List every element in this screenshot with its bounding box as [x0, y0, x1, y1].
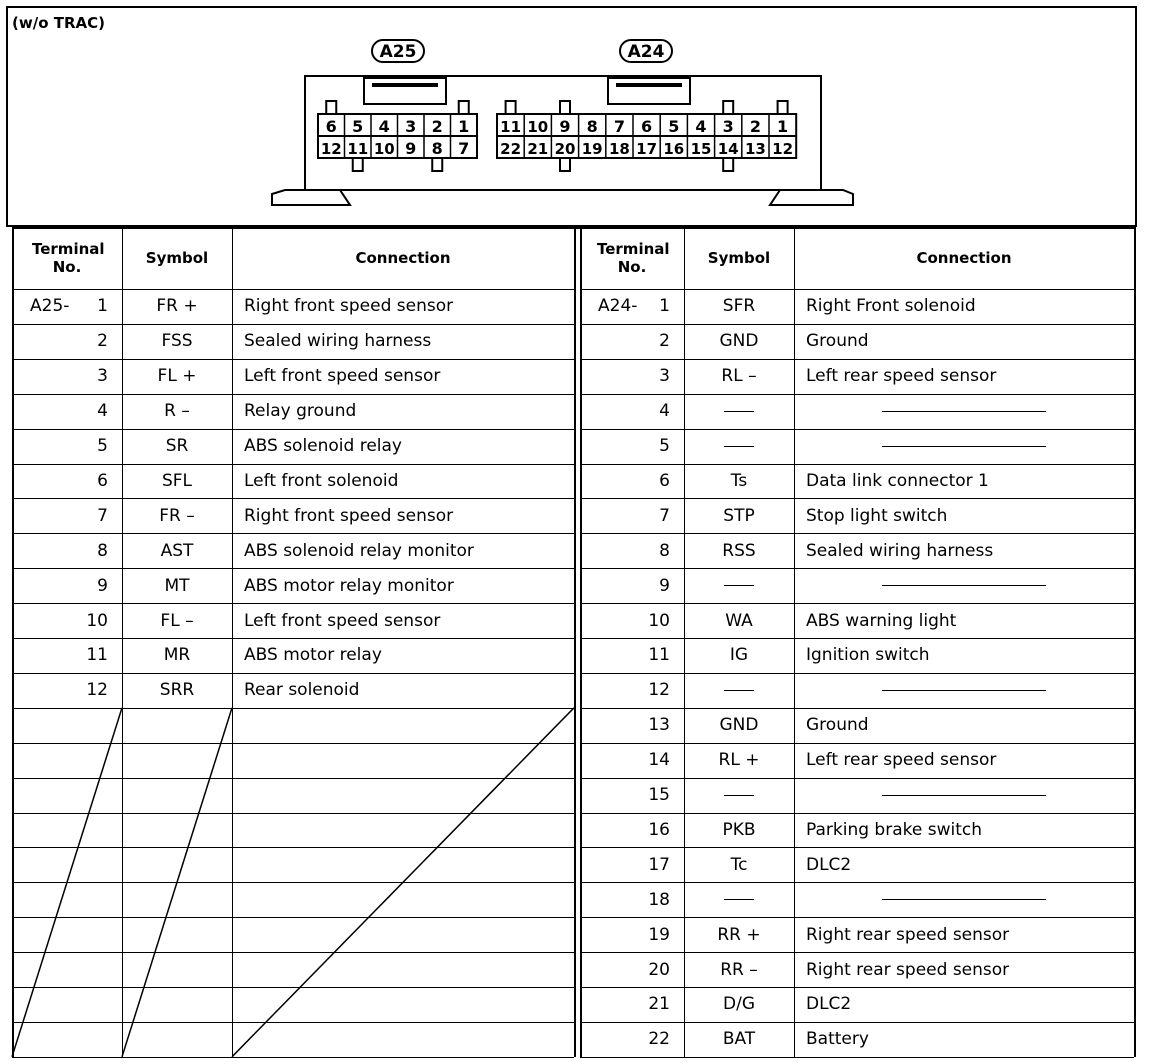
- connection-cell: Left rear speed sensor: [806, 366, 997, 387]
- terminal-number: 8: [659, 540, 670, 561]
- pin-number: 2: [431, 117, 443, 136]
- symbol-cell: WA: [725, 610, 753, 631]
- pin-number: 8: [431, 139, 443, 158]
- pin-number: 16: [663, 140, 685, 158]
- symbol-cell: IG: [729, 645, 749, 666]
- terminal-number: 13: [648, 715, 670, 736]
- strike-line: [12, 708, 122, 1057]
- connection-cell: Data link connector 1: [806, 470, 989, 491]
- symbol-cell: GND: [719, 331, 759, 352]
- pin-number: 17: [636, 140, 658, 158]
- connection-cell: Sealed wiring harness: [806, 540, 994, 561]
- pin-number: 10: [527, 118, 549, 136]
- pin-number: 4: [378, 117, 390, 136]
- terminal-number: 9: [97, 575, 108, 596]
- pin-number: 21: [527, 140, 549, 158]
- variant-label: (w/o TRAC): [12, 14, 105, 32]
- connection-cell: Right rear speed sensor: [806, 924, 1010, 945]
- header-symbol-label: Symbol: [707, 249, 771, 267]
- connector-prefix: A25-: [30, 296, 70, 317]
- symbol-cell: FL +: [157, 366, 197, 387]
- pin-number: 18: [608, 140, 630, 158]
- terminal-number: 6: [659, 470, 670, 491]
- terminal-number: 5: [659, 436, 670, 457]
- symbol-cell: R –: [164, 401, 190, 422]
- pin-number: 1: [777, 117, 789, 136]
- symbol-cell: FR –: [159, 505, 195, 526]
- connection-cell: ABS solenoid relay monitor: [244, 540, 474, 561]
- pin-number: 7: [458, 139, 470, 158]
- connector-prefix: A24-: [598, 296, 638, 317]
- connection-cell: Ignition switch: [806, 645, 930, 666]
- connection-cell: Ground: [806, 715, 869, 736]
- pin-number: 20: [554, 140, 576, 158]
- pin-number: 3: [405, 117, 417, 136]
- pin-number: 14: [717, 140, 739, 158]
- pin-number: 12: [772, 140, 794, 158]
- connection-cell: Right rear speed sensor: [806, 959, 1010, 980]
- symbol-cell: STP: [723, 505, 755, 526]
- symbol-cell: RL –: [721, 366, 757, 387]
- terminal-number: 6: [97, 470, 108, 491]
- pin-number: 15: [690, 140, 712, 158]
- terminal-number: 2: [97, 331, 108, 352]
- connection-cell: ABS motor relay: [244, 645, 382, 666]
- connection-cell: Relay ground: [244, 401, 357, 422]
- pin-number: 2: [749, 117, 761, 136]
- connection-cell: Parking brake switch: [806, 819, 983, 840]
- connection-cell: Left front speed sensor: [244, 366, 441, 387]
- terminal-number: 8: [97, 540, 108, 561]
- terminal-number: 11: [86, 645, 108, 666]
- symbol-cell: FR +: [156, 296, 198, 317]
- header-terminal-label: Terminal No.: [32, 240, 105, 276]
- pin-number: 11: [500, 118, 522, 136]
- terminal-number: 17: [648, 854, 670, 875]
- terminal-number: 11: [648, 645, 670, 666]
- symbol-cell: GND: [719, 715, 759, 736]
- pin-number: 5: [668, 117, 680, 136]
- symbol-cell: MR: [163, 645, 191, 666]
- terminal-number: 5: [97, 436, 108, 457]
- connection-cell: Left rear speed sensor: [806, 750, 997, 771]
- strike-line: [232, 708, 574, 1057]
- symbol-cell: BAT: [722, 1029, 756, 1050]
- connector-id: A24: [627, 42, 665, 62]
- symbol-cell: RR +: [717, 924, 761, 945]
- terminal-number: 4: [97, 401, 108, 422]
- header-terminal-label: Terminal No.: [597, 240, 670, 276]
- terminal-number: 3: [659, 366, 670, 387]
- connection-cell: Left front speed sensor: [244, 610, 441, 631]
- pin-number: 6: [641, 117, 653, 136]
- connection-cell: DLC2: [806, 854, 852, 875]
- pin-number: 10: [373, 140, 395, 158]
- terminal-number: 9: [659, 575, 670, 596]
- symbol-cell: D/G: [723, 994, 755, 1015]
- header-connection-label: Connection: [355, 249, 451, 267]
- terminal-number: 19: [648, 924, 670, 945]
- strike-line: [122, 708, 232, 1057]
- terminal-number: 22: [648, 1029, 670, 1050]
- terminal-number: 21: [648, 994, 670, 1015]
- symbol-cell: AST: [160, 540, 194, 561]
- symbol-cell: MT: [164, 575, 190, 596]
- symbol-cell: SFR: [722, 296, 756, 317]
- pin-number: 4: [695, 117, 707, 136]
- pin-number: 12: [320, 140, 342, 158]
- terminal-number: 1: [659, 296, 670, 317]
- terminal-number: 10: [86, 610, 108, 631]
- header-symbol-label: Symbol: [145, 249, 209, 267]
- pin-number: 6: [325, 117, 337, 136]
- connection-cell: ABS warning light: [806, 610, 957, 631]
- connection-cell: Right front speed sensor: [244, 505, 454, 526]
- connection-cell: Rear solenoid: [244, 680, 360, 701]
- symbol-cell: RL +: [718, 750, 760, 771]
- connection-cell: DLC2: [806, 994, 852, 1015]
- symbol-cell: Ts: [730, 470, 748, 491]
- pin-number: 19: [581, 140, 603, 158]
- connection-cell: ABS motor relay monitor: [244, 575, 454, 596]
- pin-number: 13: [744, 140, 766, 158]
- connection-cell: ABS solenoid relay: [244, 436, 402, 457]
- terminal-number: 7: [659, 505, 670, 526]
- connection-cell: Sealed wiring harness: [244, 331, 432, 352]
- connection-cell: Ground: [806, 331, 869, 352]
- connection-cell: Left front solenoid: [244, 470, 399, 491]
- pin-number: 8: [586, 117, 598, 136]
- symbol-cell: FL –: [160, 610, 194, 631]
- pin-number: 1: [458, 117, 470, 136]
- connection-cell: Battery: [806, 1029, 869, 1050]
- terminal-number: 4: [659, 401, 670, 422]
- symbol-cell: RSS: [722, 540, 756, 561]
- terminal-number: 12: [86, 680, 108, 701]
- terminal-number: 7: [97, 505, 108, 526]
- symbol-cell: PKB: [722, 819, 756, 840]
- terminal-number: 2: [659, 331, 670, 352]
- terminal-number: 18: [648, 889, 670, 910]
- pin-number: 11: [347, 140, 369, 158]
- pin-number: 9: [405, 139, 417, 158]
- connection-cell: Stop light switch: [806, 505, 948, 526]
- terminal-number: 3: [97, 366, 108, 387]
- symbol-cell: SFL: [161, 470, 193, 491]
- connector-id: A25: [379, 42, 417, 62]
- terminal-number: 16: [648, 819, 670, 840]
- header-connection-label: Connection: [916, 249, 1012, 267]
- symbol-cell: SRR: [159, 680, 195, 701]
- connection-cell: Right Front solenoid: [806, 296, 976, 317]
- terminal-number: 12: [648, 680, 670, 701]
- symbol-cell: Tc: [730, 854, 748, 875]
- connection-cell: Right front speed sensor: [244, 296, 454, 317]
- pin-number: 7: [613, 117, 625, 136]
- symbol-cell: FSS: [161, 331, 193, 352]
- symbol-cell: RR –: [720, 959, 758, 980]
- terminal-number: 1: [97, 296, 108, 317]
- terminal-number: 20: [648, 959, 670, 980]
- pin-number: 5: [352, 117, 364, 136]
- pin-number: 22: [500, 140, 522, 158]
- terminal-number: 10: [648, 610, 670, 631]
- pin-number: 9: [559, 117, 571, 136]
- terminal-number: 15: [648, 785, 670, 806]
- terminal-number: 14: [648, 750, 670, 771]
- symbol-cell: SR: [165, 436, 189, 457]
- pin-number: 3: [722, 117, 734, 136]
